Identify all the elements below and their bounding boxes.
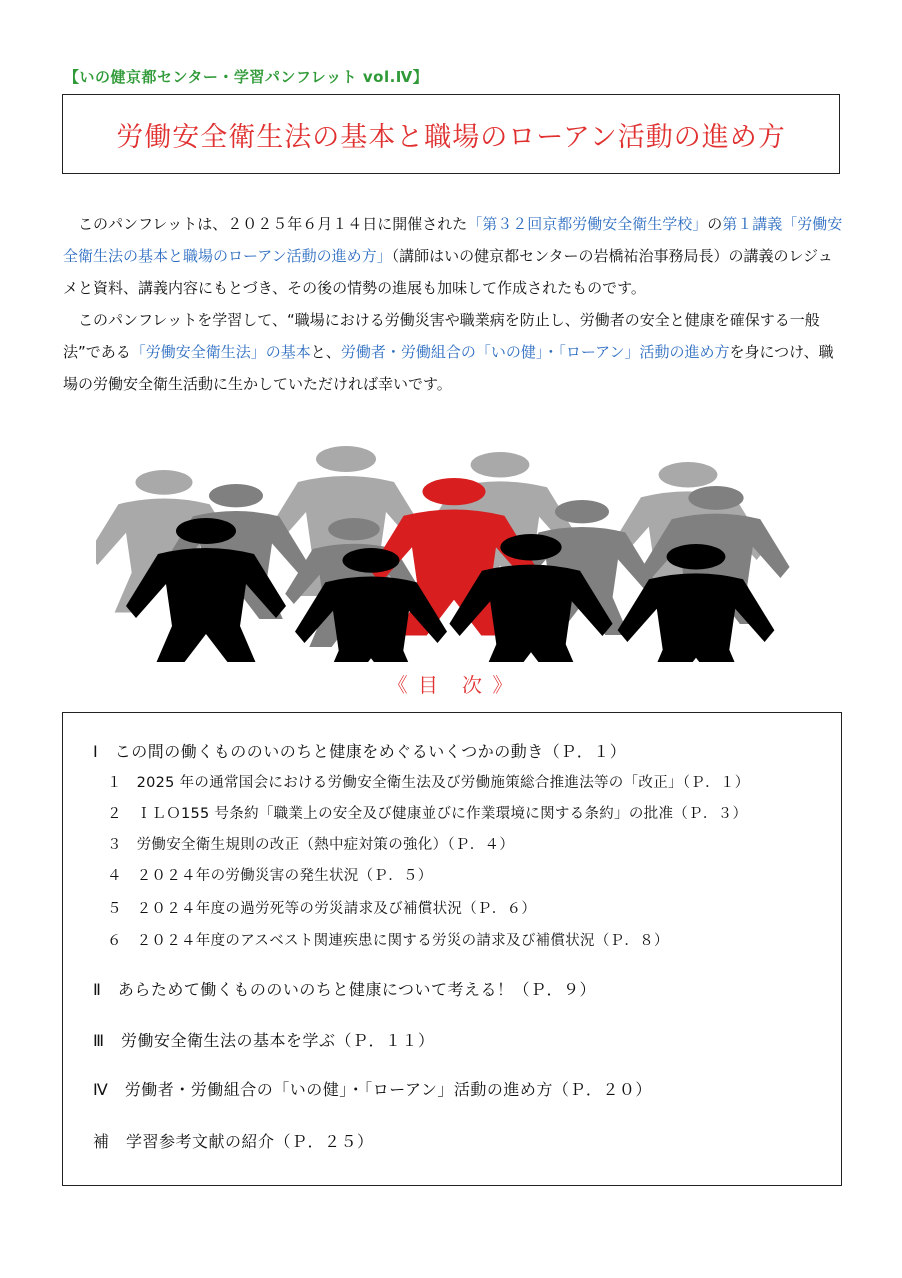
toc-section: ４ ２０２４年の労働災害の発生状況（Ｐ．５） bbox=[107, 868, 433, 884]
body-text: このパンフレットは、２０２５年６月１４日に開催された bbox=[78, 215, 468, 233]
title-box bbox=[62, 94, 840, 174]
toc-section: ６ ２０２４年度のアスベスト関連疾患に関する労災の請求及び補償状況（Ｐ．８） bbox=[107, 933, 669, 949]
body-text: と、 bbox=[310, 343, 341, 361]
body-text: （講師はいの健京都センターの岩橋祐治事務局長）の講義のレジュメと資料、講義内容にもとづき、その後の情勢の進展も加味して作成されたものです。 bbox=[63, 247, 833, 297]
highlight-text: 「労働安全衛生法」の基本 bbox=[130, 343, 311, 361]
crowd-illustration bbox=[96, 440, 806, 662]
toc-section: ５ ２０２４年度の過労死等の労災請求及び補償状況（Ｐ．６） bbox=[107, 901, 537, 917]
toc-heading: 《 目 次 》 bbox=[387, 673, 515, 697]
toc-chapter: Ⅳ 労働者・労働組合の「いの健」・「ローアン」活動の進め方（Ｐ．２０） bbox=[93, 1080, 652, 1099]
body-text: を身につけ、職場の労働安全衛生活動に生かしていただければ幸いです。 bbox=[63, 343, 834, 393]
toc-chapter: Ⅱ あらためて働くもののいのちと健康について考える！（Ｐ．９） bbox=[93, 980, 597, 999]
highlight-text: 労働者・労働組合の「いの健」・「ローアン」活動の進め方 bbox=[340, 343, 730, 361]
toc-chapter: Ⅰ この間の働くもののいのちと健康をめぐるいくつかの動き（Ｐ．１） bbox=[93, 742, 627, 761]
toc-section: ２ ＩＬＯ155 号条約「職業上の安全及び健康並びに作業環境に関する条約」の批准（Ｐ．３） bbox=[107, 806, 748, 822]
toc-section: １ 2025 年の通常国会における労働安全衛生法及び労働施策総合推進法等の「改正」（Ｐ．１） bbox=[107, 775, 750, 791]
toc-chapter: Ⅲ 労働安全衛生法の基本を学ぶ（Ｐ．１１） bbox=[93, 1031, 435, 1050]
page-title: 労働安全衛生法の基本と職場のローアン活動の進め方 bbox=[116, 121, 786, 153]
intro-paragraph-1 bbox=[63, 208, 847, 304]
body-text: このパンフレットを学習して、“職場における労働災害や職業病を防止し、労働者の安全と健康を確保する一般法”である bbox=[63, 311, 820, 361]
table-of-contents bbox=[62, 712, 842, 1186]
highlight-text: 第１講義「労働安全衛生法の基本と職場のローアン活動の進め方」 bbox=[63, 215, 843, 265]
series-tag: 【いの健京都センター・学習パンフレット vol.Ⅳ】 bbox=[64, 68, 429, 86]
intro-text bbox=[63, 208, 847, 400]
highlight-text: 「第３２回京都労働安全衛生学校」 bbox=[467, 215, 708, 233]
toc-chapter: 補 学習参考文献の紹介（Ｐ．２５） bbox=[93, 1132, 374, 1151]
intro-paragraph-2 bbox=[63, 304, 847, 400]
body-text: の bbox=[707, 215, 723, 233]
toc-section: ３ 労働安全衛生規則の改正（熱中症対策の強化）（Ｐ．４） bbox=[107, 837, 515, 853]
